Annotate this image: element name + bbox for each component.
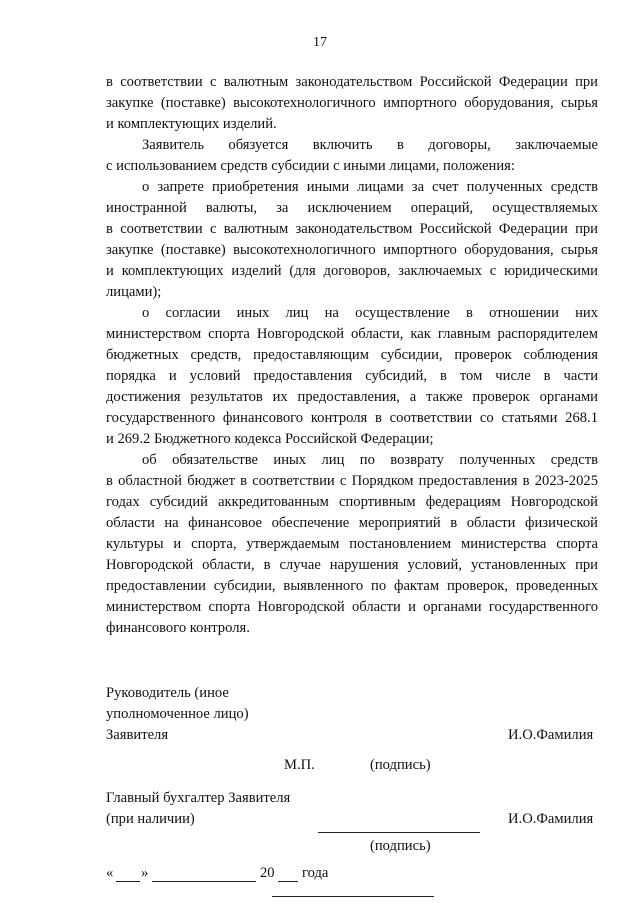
date-open-quote: « — [106, 865, 114, 881]
body-line-13: министерством спорта Новгородской области, как главным распорядителем — [106, 326, 598, 342]
body-line-19: об обязательстве иных лиц по возврату полученных средств — [142, 452, 598, 468]
body-line-6: о запрете приобретения иными лицами за счет полученных средств — [142, 179, 598, 195]
body-line-24: Новгородской области, в случае нарушения условий, установленных при — [106, 557, 598, 573]
body-line-10: и комплектующих изделий (для договоров, заключаемых с юридическими — [106, 263, 598, 279]
body-line-12: о согласии иных лиц на осуществление в отношении них — [142, 305, 598, 321]
body-line-7: иностранной валюты, за исключением операций, осуществляемых — [106, 200, 598, 216]
accountant-title-line-1: Главный бухгалтер Заявителя — [106, 790, 291, 806]
signature-caption-2: (подпись) — [370, 838, 431, 854]
body-line-2: закупке (поставке) высокотехнологичного импортного оборудования, сырья — [106, 95, 598, 111]
body-line-16: достижения результатов их предоставления, а также проверок органами — [106, 389, 598, 405]
body-line-25: предоставлении субсидии, выявленного по фактам проверок, проведенных — [106, 578, 598, 594]
bottom-line — [272, 896, 434, 897]
date-year-prefix: 20 — [260, 865, 275, 881]
signature-caption-1: (подпись) — [370, 757, 431, 773]
head-name: И.О.Фамилия — [508, 727, 594, 743]
body-line-15: порядка и условий предоставления субсидий, в том числе в части — [106, 368, 598, 384]
body-line-3: и комплектующих изделий. — [106, 116, 277, 132]
body-line-23: культуры и спорта, утверждаемым постановлением министерства спорта — [106, 536, 598, 552]
body-line-5: с использованием средств субсидии с иными лицами, положения: — [106, 158, 515, 174]
body-line-11: лицами); — [106, 284, 162, 300]
body-line-27: финансового контроля. — [106, 620, 250, 636]
body-line-21: годах субсидий аккредитованным спортивным федерациям Новгородской — [106, 494, 598, 510]
accountant-name: И.О.Фамилия — [508, 811, 594, 827]
body-line-22: области на финансовое обеспечение мероприятий в области физической — [106, 515, 598, 531]
body-line-20: в областной бюджет в соответствии с Порядком предоставления в 2023-2025 — [106, 473, 598, 489]
page-number: 17 — [313, 35, 327, 50]
date-day-blank — [116, 881, 140, 882]
body-line-14: бюджетных средств, предоставляющим субсидии, проверок соблюдения — [106, 347, 598, 363]
head-title-line-2: уполномоченное лицо) — [106, 706, 249, 722]
body-line-17: государственного финансового контроля в соответствии со статьями 268.1 — [106, 410, 598, 426]
date-month-blank — [152, 881, 256, 882]
date-close-quote: » — [141, 865, 149, 881]
stamp-label: М.П. — [284, 757, 315, 773]
body-line-26: министерством спорта Новгородской области и органами государственного — [106, 599, 598, 615]
date-suffix: года — [302, 865, 329, 881]
body-line-9: закупке (поставке) высокотехнологичного импортного оборудования, сырья — [106, 242, 598, 258]
accountant-title-line-2: (при наличии) — [106, 811, 195, 827]
date-year-blank — [278, 881, 298, 882]
body-line-18: и 269.2 Бюджетного кодекса Российской Федерации; — [106, 431, 434, 447]
accountant-signature-line — [318, 832, 480, 833]
body-line-8: в соответствии с валютным законодательством Российской Федерации при — [106, 221, 598, 237]
head-title-line-1: Руководитель (иное — [106, 685, 229, 701]
head-title-line-3: Заявителя — [106, 727, 169, 743]
body-line-4: Заявитель обязуется включить в договоры, заключаемые — [142, 137, 598, 153]
body-line-1: в соответствии с валютным законодательством Российской Федерации при — [106, 74, 598, 90]
